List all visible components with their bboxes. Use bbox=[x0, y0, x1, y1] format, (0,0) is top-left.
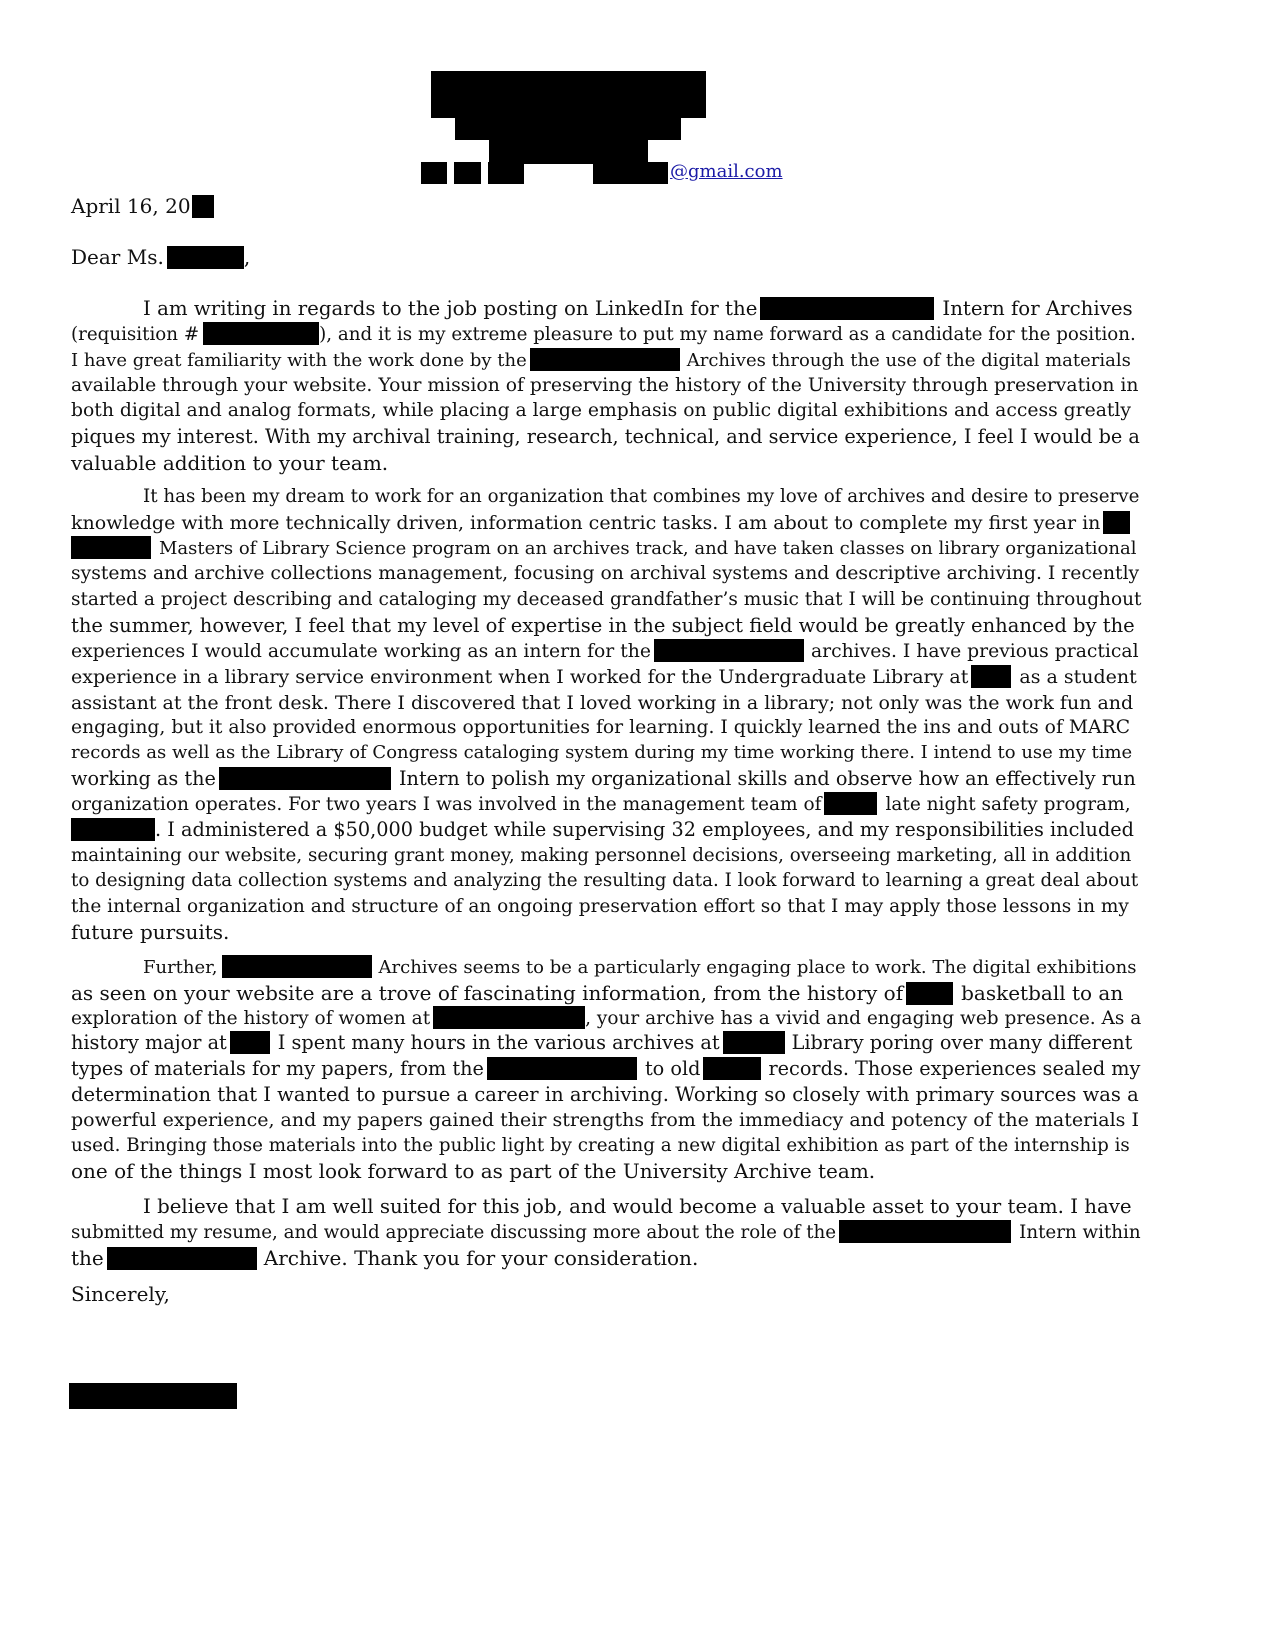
redacted-text bbox=[654, 639, 804, 662]
redacted-signature bbox=[69, 1383, 237, 1409]
redacted-text bbox=[107, 1247, 257, 1270]
redacted-text bbox=[487, 1057, 637, 1080]
redacted-text bbox=[530, 348, 680, 371]
redacted-phone-3 bbox=[488, 162, 524, 184]
redacted-text bbox=[203, 322, 319, 345]
redacted-address-block bbox=[455, 116, 681, 140]
redacted-text bbox=[219, 767, 391, 790]
redacted-text bbox=[839, 1220, 1011, 1243]
redacted-text bbox=[230, 1031, 270, 1054]
redacted-text bbox=[71, 536, 151, 559]
redacted-text bbox=[971, 665, 1011, 688]
redacted-text bbox=[222, 955, 372, 978]
redacted-year bbox=[192, 195, 214, 218]
redacted-text bbox=[760, 297, 934, 320]
header-email[interactable]: @gmail.com bbox=[670, 161, 783, 182]
redacted-text bbox=[71, 818, 155, 841]
redacted-phone-1 bbox=[421, 162, 447, 184]
redacted-text bbox=[433, 1006, 585, 1029]
redacted-email-user bbox=[593, 162, 668, 184]
redacted-text bbox=[906, 982, 953, 1005]
redacted-text bbox=[703, 1057, 761, 1080]
salutation: Dear Ms. , bbox=[71, 245, 251, 269]
redacted-name-block bbox=[431, 71, 706, 118]
redacted-recipient-name bbox=[167, 246, 244, 269]
redacted-text bbox=[1103, 511, 1130, 534]
redacted-phone-2 bbox=[454, 162, 481, 184]
redacted-address-line bbox=[489, 138, 648, 164]
redacted-text bbox=[824, 792, 877, 815]
redacted-text bbox=[723, 1031, 785, 1054]
closing: Sincerely, bbox=[71, 1282, 170, 1306]
letter-date: April 16, 20 bbox=[71, 194, 214, 218]
